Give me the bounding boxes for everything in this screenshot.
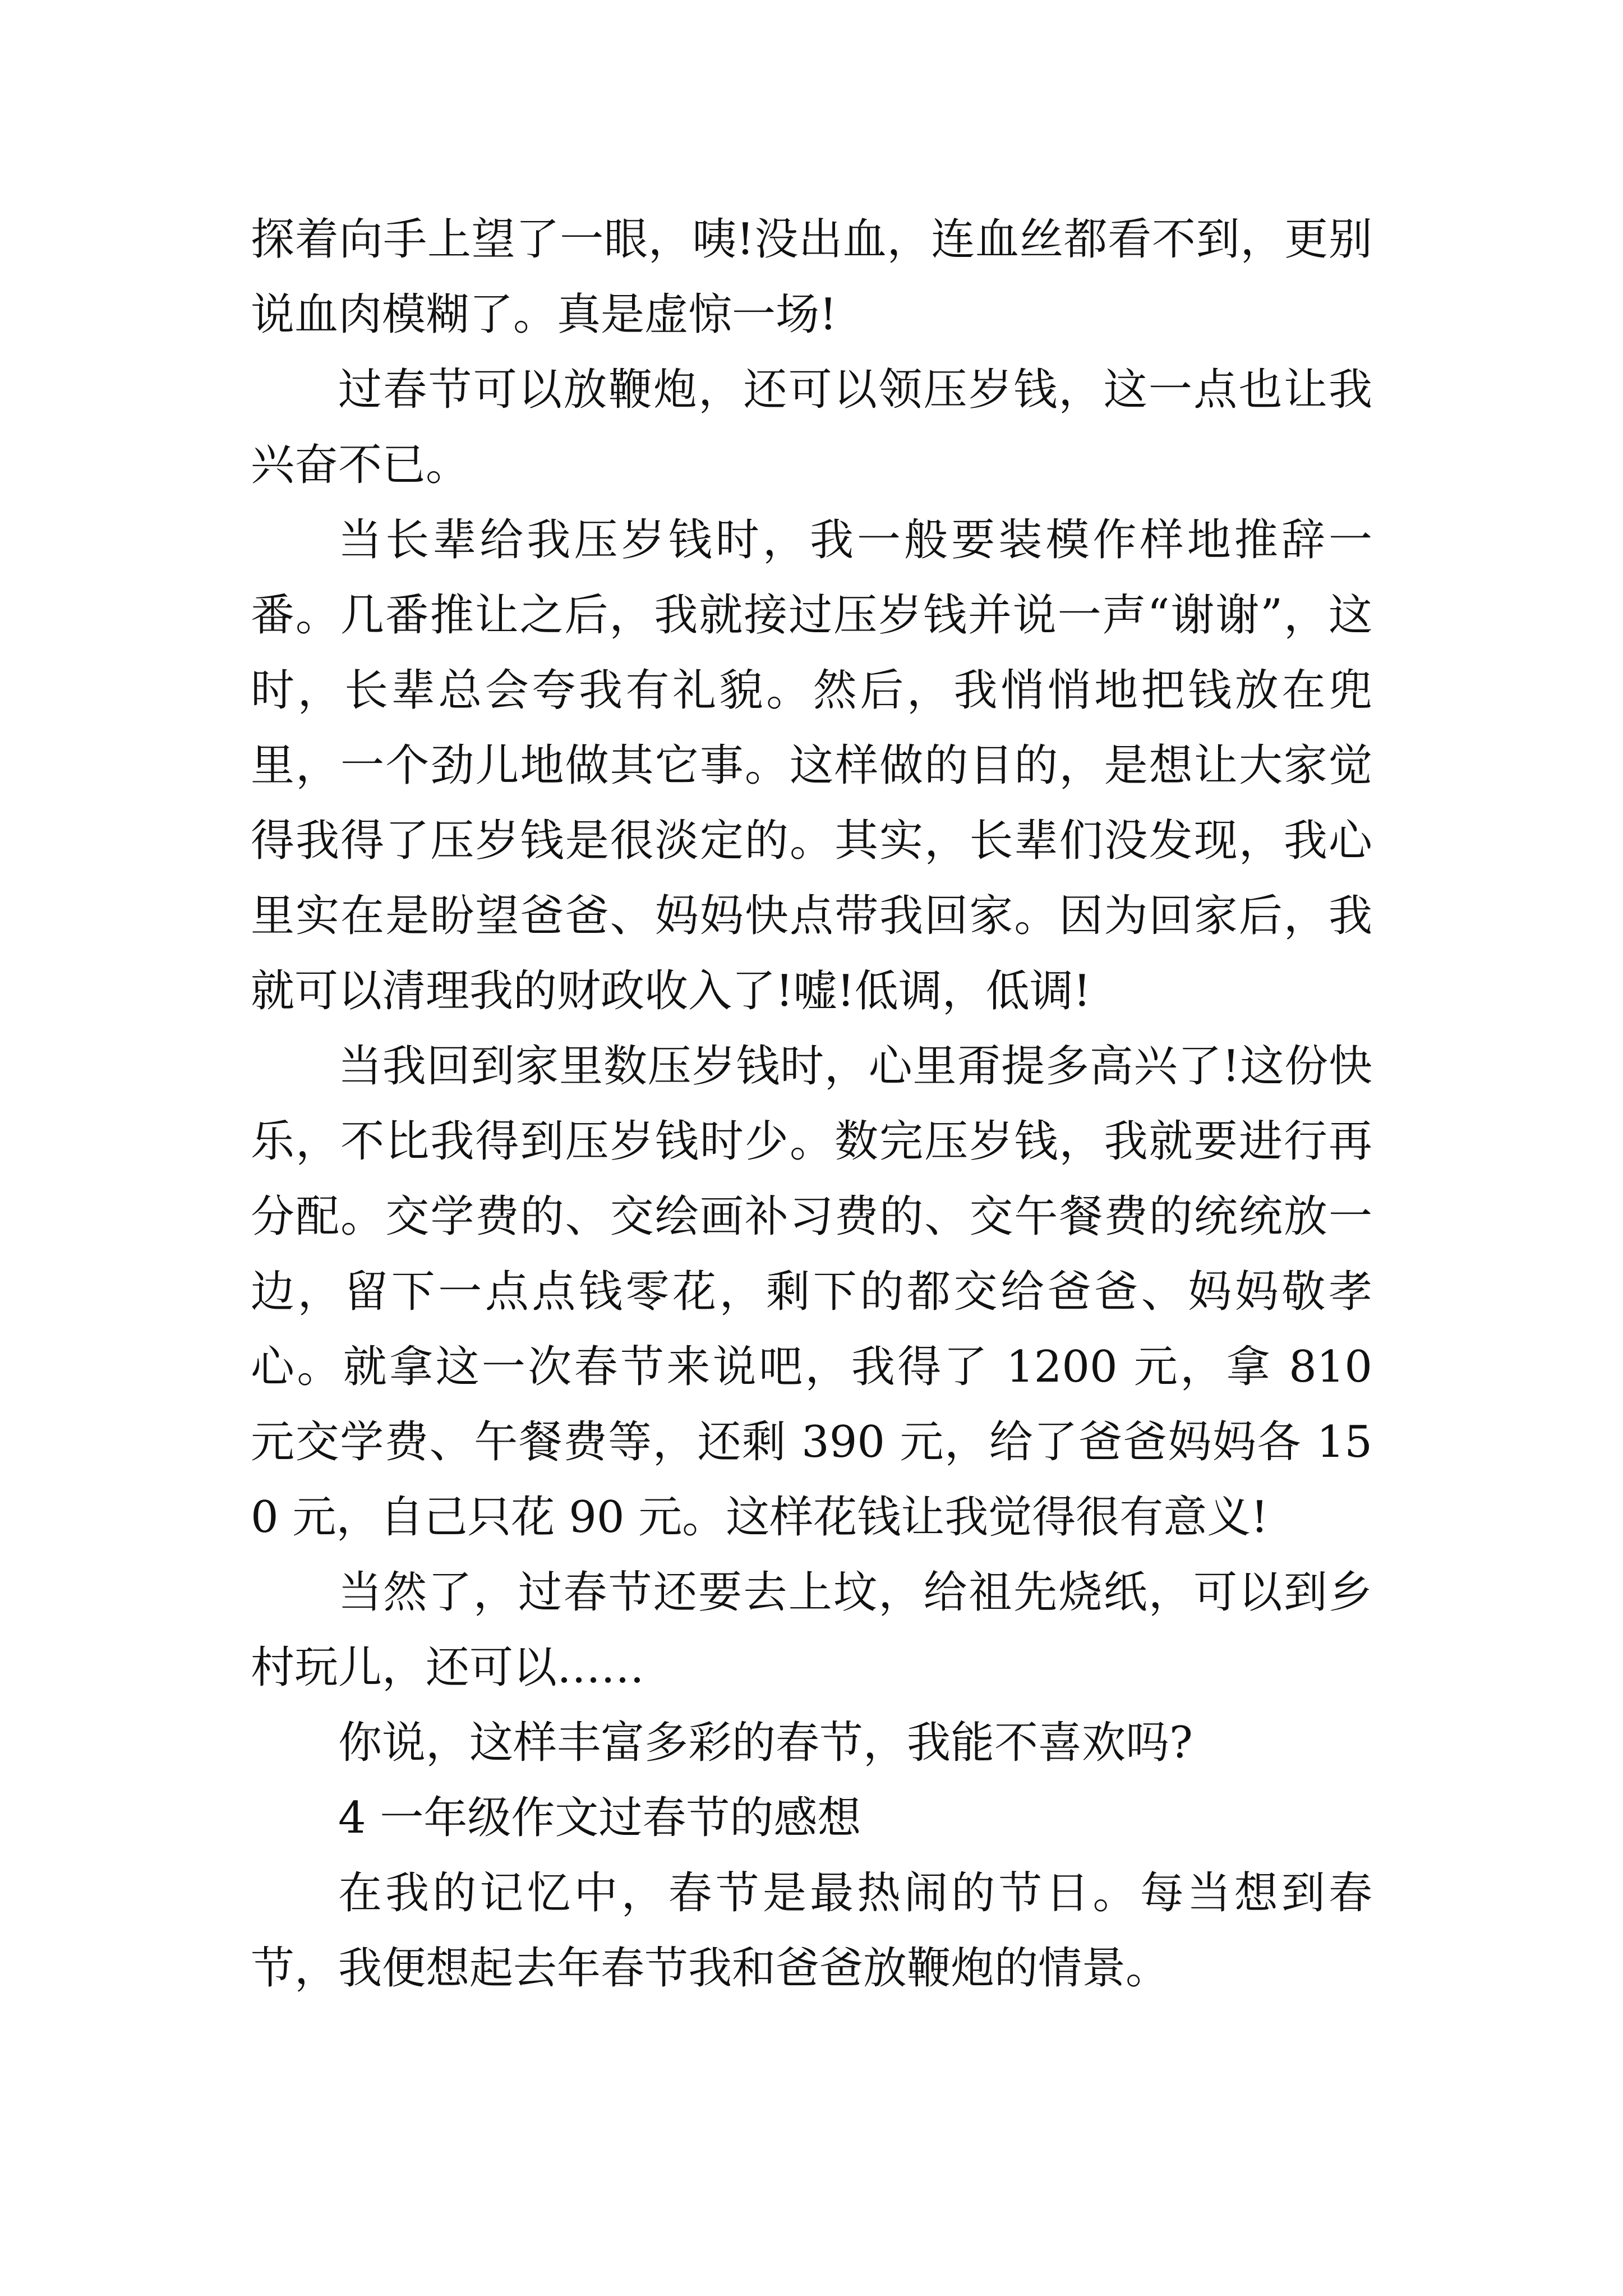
paragraph-conclusion: 你说，这样丰富多彩的春节，我能不喜欢吗? xyxy=(338,1718,1193,1768)
paragraph-memory: 在我的记忆中，春节是最热闹的节日。每当想到春节，我便想起去年春节我和爸爸放鞭炮的情景。 xyxy=(251,1868,1372,1994)
paragraph-other-activities: 当然了，过春节还要去上坟，给祖先烧纸，可以到乡村玩儿，还可以…… xyxy=(251,1567,1372,1693)
paragraph-counting-money: 当我回到家里数压岁钱时，心里甭提多高兴了!这份快乐，不比我得到压岁钱时少。数完压岁钱，我就要进行再分配。交学费的、交绘画补习费的、交午餐费的统统放一边，留下一点点钱零花，剩下的都交给爸爸、妈妈敬孝心。就拿这一次春节来说吧，我得了 1200 元，拿 810 元交学费、午餐费等，还剩 390 元，给了爸爸妈妈各 150 元，自己只花 90 元。这样花钱让我觉得很有意义! xyxy=(251,1041,1372,1543)
paragraph-receiving-money: 当长辈给我压岁钱时，我一般要装模作样地推辞一番。几番推让之后，我就接过压岁钱并说一声“谢谢”，这时，长辈总会夸我有礼貌。然后，我悄悄地把钱放在兜里，一个劲儿地做其它事。这样做的目的，是想让大家觉得我得了压岁钱是很淡定的。其实，长辈们没发现，我心里实在是盼望爸爸、妈妈快点带我回家。因为回家后，我就可以清理我的财政收入了!嘘!低调，低调! xyxy=(251,515,1372,1016)
paragraph-firecrackers-money: 过春节可以放鞭炮，还可以领压岁钱，这一点也让我兴奋不已。 xyxy=(251,365,1372,490)
paragraph-continued: 探着向手上望了一眼，咦!没出血，连血丝都看不到，更别说血肉模糊了。真是虚惊一场! xyxy=(251,214,1372,340)
document-body xyxy=(251,202,1372,2006)
section-heading: 4 一年级作文过春节的感想 xyxy=(338,1793,861,1843)
